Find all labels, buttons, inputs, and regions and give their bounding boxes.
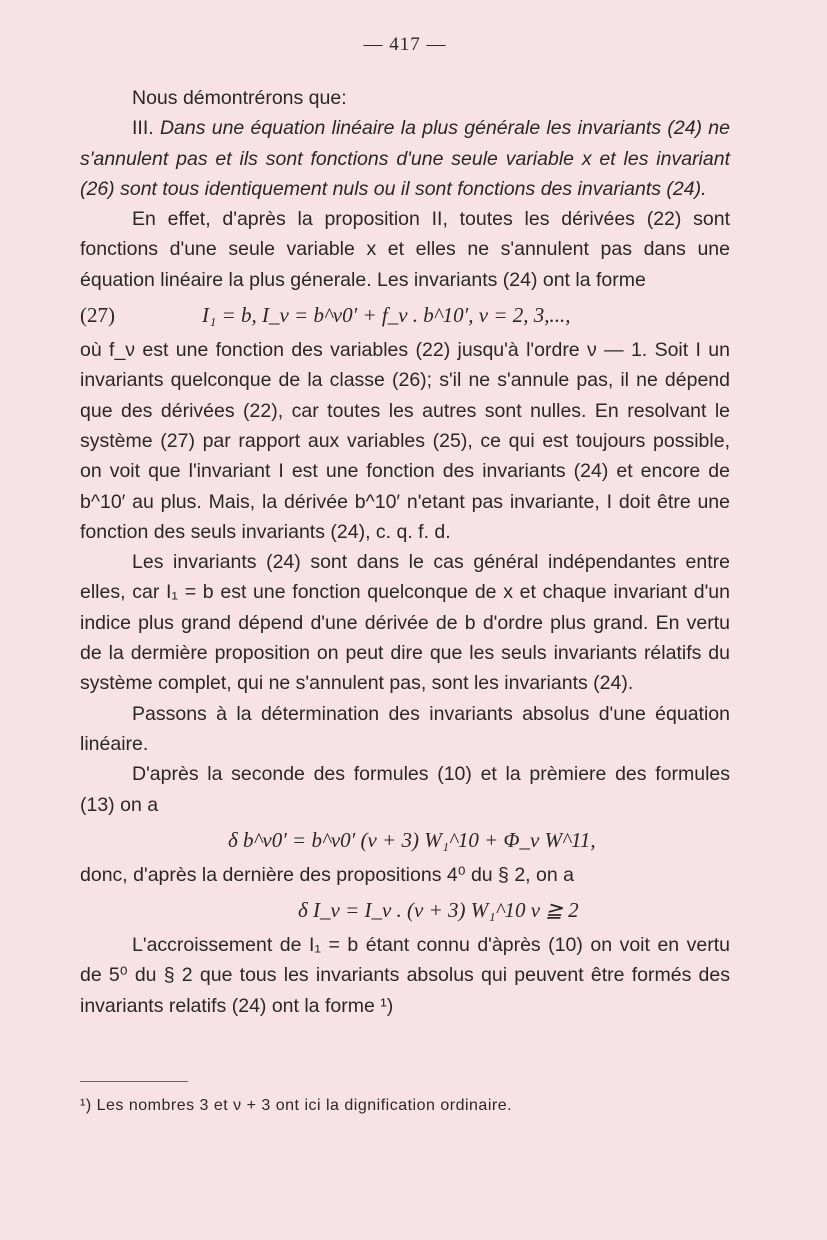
equation-label: (27) bbox=[80, 303, 115, 328]
equation-body: I₁ = b, I_ν = b^ν0′ + f_ν . b^10′, ν = 2, 3,..., bbox=[202, 303, 571, 328]
equation-27 bbox=[80, 295, 730, 335]
proposition-iii bbox=[80, 113, 730, 204]
paragraph-proof: En effet, d'après la proposition II, toutes les dérivées (22) sont fonctions d'une seule variable x et elles ne s'annulent pas dans une équation linéaire la plus génerale. Les invariants (24) ont la forme bbox=[80, 208, 730, 291]
paragraph-accroissement: L'accroissement de I₁ = b étant connu d'àprès (10) on voit en vertu de 5⁰ du § 2 que tous les invariants absolus qui peuvent être formés des invariants relatifs (24) ont la forme ¹) bbox=[80, 934, 730, 1017]
equation-delta-i bbox=[80, 890, 730, 930]
paragraph-absolute: Passons à la détermination des invariants absolus d'une équation linéaire. bbox=[80, 702, 730, 755]
paragraph-formulas: D'après la seconde des formules (10) et la prèmiere des formules (13) on a bbox=[80, 763, 730, 816]
paragraph-independence: Les invariants (24) sont dans le cas général indépendantes entre elles, car I₁ = b est une fonction quelconque de x et chaque invariant d'un indice plus grand dépend d'une dérivée de b d'ordre plus grand. En vertu de la dermière proposition on peut dire que les seuls invariants rélatifs du système complet, qui ne s'annulent pas, sont les invariants (24). bbox=[80, 551, 730, 695]
proposition-text: Dans une équation linéaire la plus générale les invariants (24) ne s'annulent pas et ils sont fonctions d'une seule variable x et les invariant (26) sont tous identiquement nuls ou il sont fonctions des invariants (24). bbox=[80, 117, 730, 200]
equation-body: δ b^ν0′ = b^ν0′ (ν + 3) W₁^10 + Φ_ν W^11, bbox=[228, 827, 596, 852]
page-body bbox=[80, 83, 730, 1021]
page-number: — 417 — bbox=[363, 34, 447, 55]
paragraph-donc: donc, d'après la dernière des propositions 4⁰ du § 2, on a bbox=[80, 863, 574, 886]
paragraph-where: où f_ν est une fonction des variables (22) jusqu'à l'ordre ν — 1. Soit I un invariants quelconque de la classe (26); s'il ne s'annule pas, il ne dépend que des dérivées (22), car toutes les autres sont nulles. En resolvant le système (27) par rapport aux variables (25), ce qui est toujours possible, on voit que l'invariant I est une fonction des invariants (24) et encore de b^10′ au plus. Mais, la dérivée b^10′ n'etant pas invariante, I doit être une fonction des seuls invariants (24), c. q. f. d. bbox=[80, 339, 730, 543]
equation-delta-b bbox=[80, 820, 730, 860]
footnote: ¹) Les nombres 3 et ν + 3 ont ici la dignification ordinaire. bbox=[80, 1097, 513, 1114]
paragraph-intro: Nous démontrérons que: bbox=[132, 87, 347, 109]
proposition-label: III. bbox=[132, 117, 154, 140]
footnote-rule bbox=[80, 1081, 188, 1082]
equation-body: δ I_ν = I_ν . (ν + 3) W₁^10 ν ≧ 2 bbox=[298, 898, 579, 923]
